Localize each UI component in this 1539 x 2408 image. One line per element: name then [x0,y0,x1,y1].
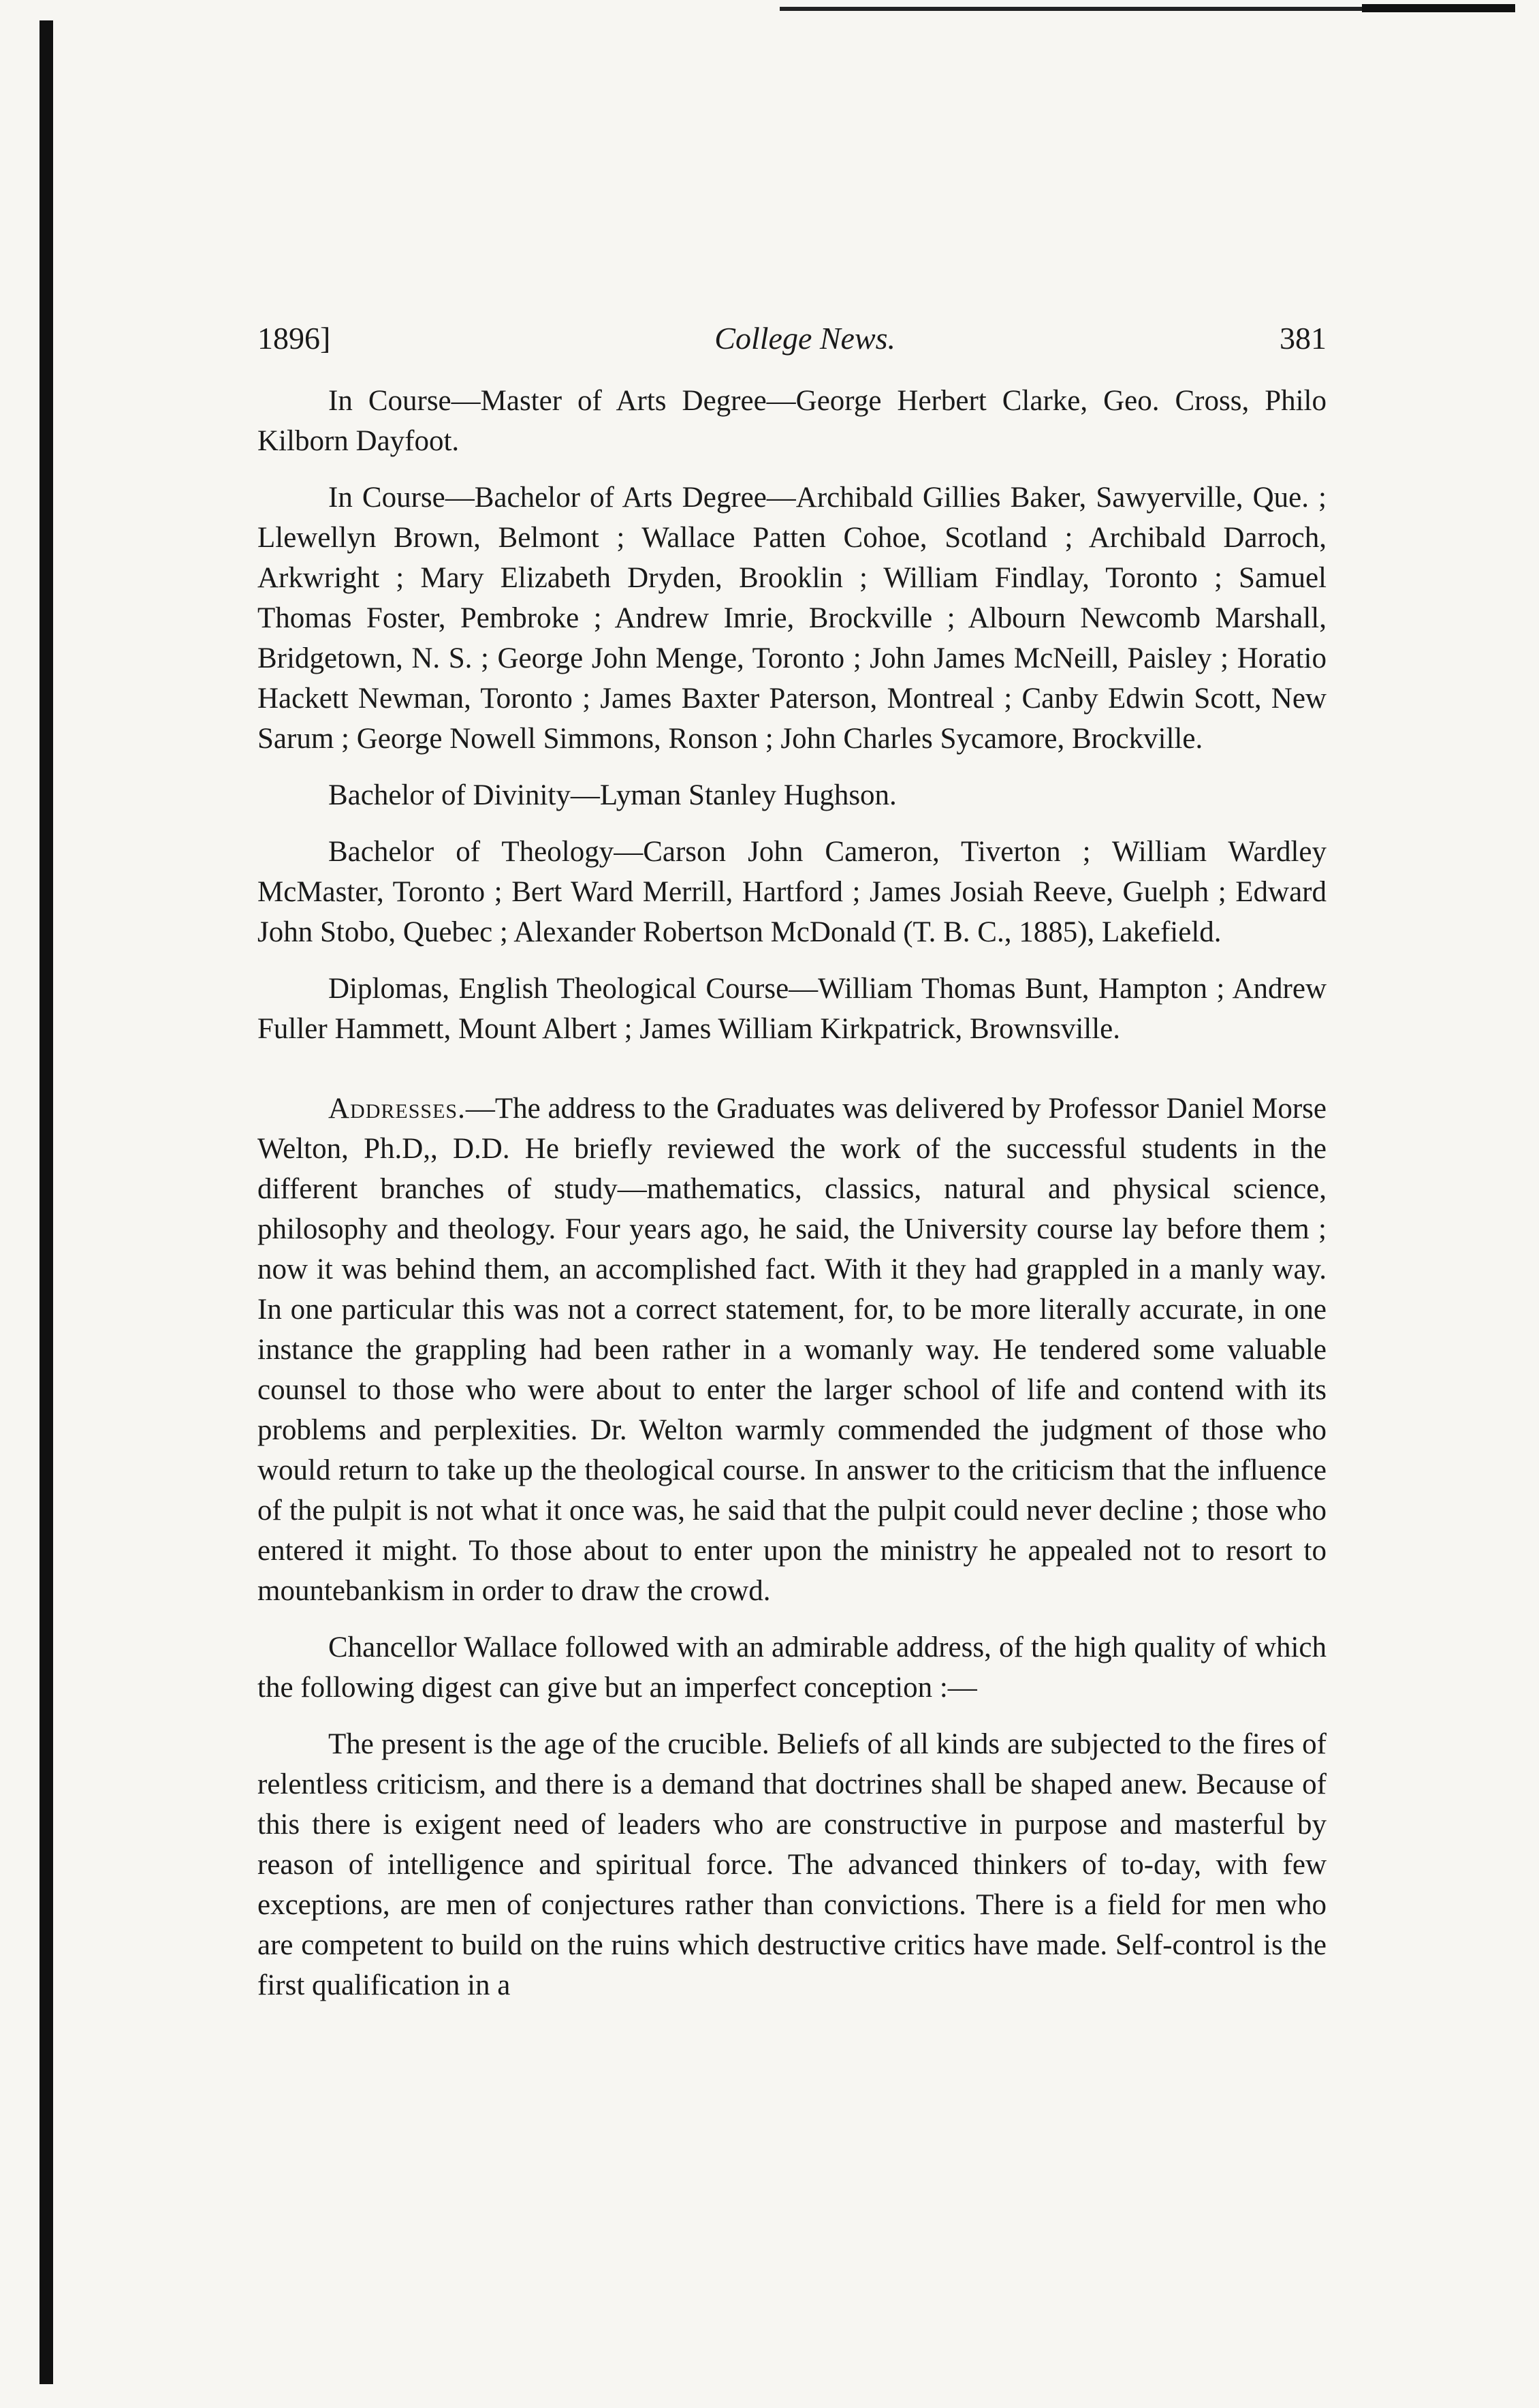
addresses-body: —The address to the Graduates was delivered by Professor Daniel Morse Welton, Ph.D,, D.D. He briefly reviewed the work of the successful students in the different branches of study—mathematics, classics, natural and physical science, philosophy and theology. Four years ago, he said, the University course lay before them ; now it was behind them, an accomplished fact. With it they had grappled in a manly way. In one particular this was not a correct statement, for, to be more literally accurate, in one instance the grappling had been rather in a womanly way. He tendered some valuable counsel to those who were about to enter the larger school of life and contend with its problems and perplexities. Dr. Welton warmly commended the judgment of those who would return to take up the theological course. In answer to the criticism that the influence of the pulpit is not what it once was, he said that the pulpit could never decline ; those who entered it might. To those about to enter upon the ministry he appealed not to resort to mountebankism in order to draw the crowd. [257,1093,1327,1607]
paragraph-chancellor: Chancellor Wallace followed with an admirable address, of the high quality of which the following digest can give but an imperfect conception :— [257,1631,1327,1704]
paragraph-bachelor-of-theology: Bachelor of Theology—Carson John Cameron, Tiverton ; William Wardley McMaster, Toronto ; Bert Ward Merrill, Hartford ; James Josiah Reeve, Guelph ; Edward John Stobo, Quebec ; Alexander Robertson McDonald (T. B. C., 1885), Lakefield. [257,836,1327,948]
paragraph-crucible: The present is the age of the crucible. Beliefs of all kinds are subjected to the fires of relentless criticism, and there is a demand that doctrines shall be shaped anew. Because of this there is exigent need of leaders who are constructive in purpose and masterful by reason of intelligence and spiritual force. The advanced thinkers of to-day, with few exceptions, are men of conjectures rather than convictions. There is a field for men who are competent to build on the ruins which destructive critics have made. Self-control is the first qualification in a [257,1728,1327,2001]
header-page-number: 381 [1280,321,1327,356]
paragraph-diplomas: Diplomas, English Theological Course—William Thomas Bunt, Hampton ; Andrew Fuller Hammett, Mount Albert ; James William Kirkpatrick, Brownsville. [257,973,1327,1045]
section-gap [257,1065,1327,1089]
page-body [257,320,1327,2022]
header-title: College News. [714,321,896,356]
paragraph-addresses [257,1089,1327,1611]
paragraph-bachelor-of-divinity: Bachelor of Divinity—Lyman Stanley Hughson. [328,779,897,811]
header-year: 1896] [257,321,331,356]
scan-edge-bar [39,20,53,2384]
paragraph-master-of-arts: In Course—Master of Arts Degree—George Herbert Clarke, Geo. Cross, Philo Kilborn Dayfoot. [257,385,1327,457]
running-head [257,320,1327,356]
paragraph-bachelor-of-arts: In Course—Bachelor of Arts Degree—Archibald Gillies Baker, Sawyerville, Que. ; Llewellyn Brown, Belmont ; Wallace Patten Cohoe, Scotland ; Archibald Darroch, Arkwright ; Mary Elizabeth Dryden, Brooklin ; William Findlay, Toronto ; Samuel Thomas Foster, Pembroke ; Andrew Imrie, Brockville ; Albourn Newcomb Marshall, Bridgetown, N. S. ; George John Menge, Toronto ; John James McNeill, Paisley ; Horatio Hackett Newman, Toronto ; James Baxter Paterson, Montreal ; Canby Edwin Scott, New Sarum ; George Nowell Simmons, Ronson ; John Charles Sycamore, Brockville. [257,482,1327,755]
scan-top-rule-thick [1362,4,1515,12]
addresses-heading: Addresses. [328,1093,466,1125]
